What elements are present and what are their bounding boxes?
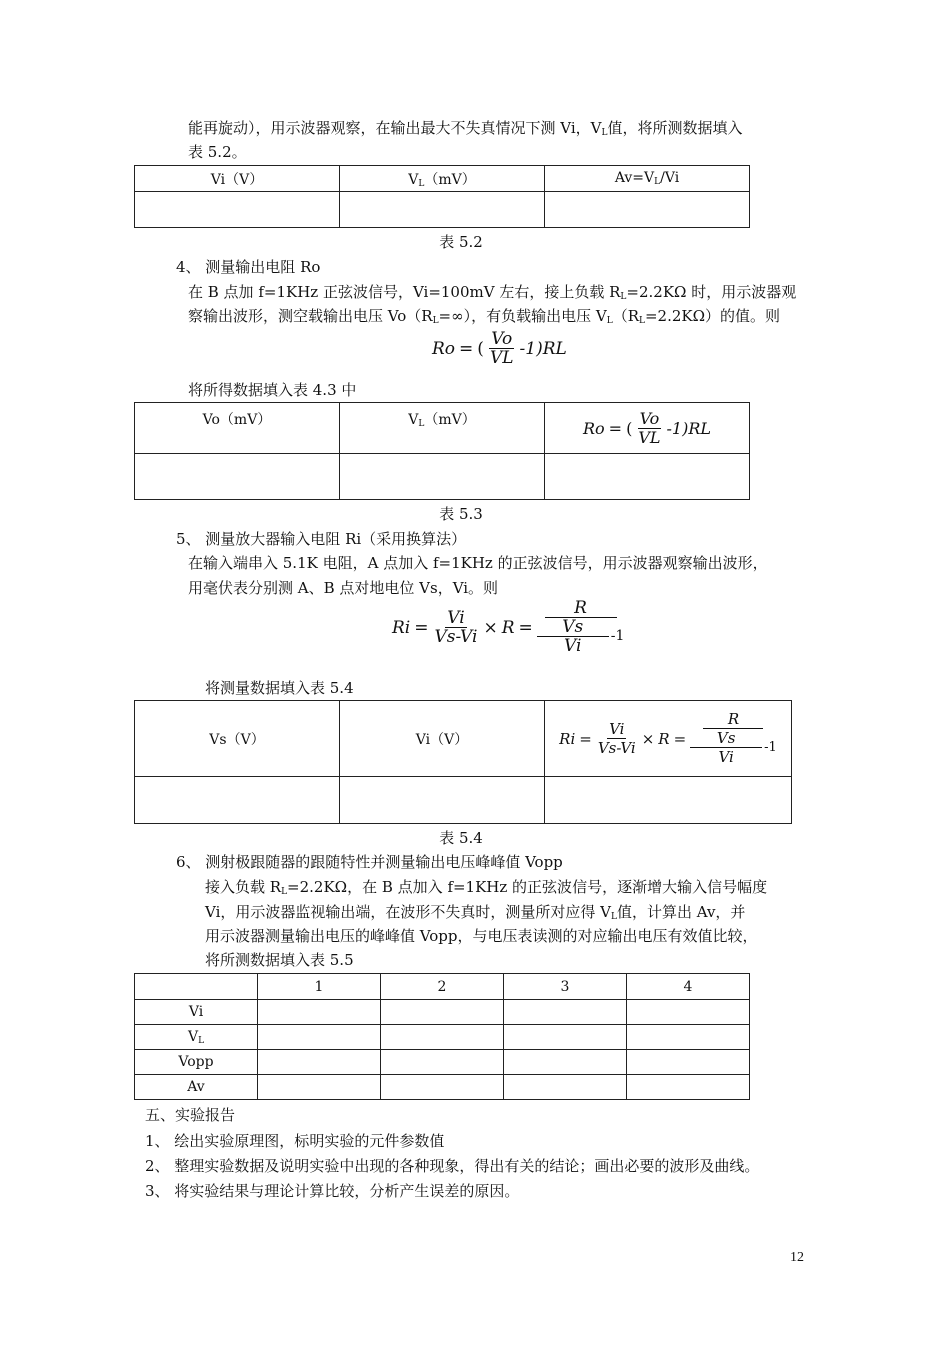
header-vl-unit: （mV） (424, 171, 476, 188)
header-col-2: 2 (381, 974, 504, 1000)
header-ro-formula (545, 403, 750, 454)
table-cell[interactable] (545, 454, 750, 500)
fraction-denominator: VL (489, 348, 514, 368)
table-header-row (135, 974, 750, 1000)
subscript-l: L (281, 887, 288, 897)
header-vo: Vo（mV） (135, 403, 340, 454)
fraction-numerator: R (703, 711, 763, 729)
table-cell[interactable] (340, 192, 545, 228)
section-5-fill-note: 将测量数据填入表 5.4 (205, 679, 354, 697)
table-cell[interactable] (381, 1025, 504, 1050)
table-cell[interactable] (627, 1000, 750, 1025)
formula-equals: = (414, 617, 429, 638)
fraction-denominator (690, 729, 777, 766)
table-row (135, 1000, 750, 1025)
subscript-l: L (432, 316, 439, 326)
fraction-denominator: Vs-Vi (434, 627, 478, 647)
subscript-l: L (620, 292, 627, 302)
intro-line-1-tail: 值，将所测数据填入 (607, 119, 743, 137)
ri-formula (392, 600, 624, 655)
section-4-para-1 (188, 282, 796, 307)
section-5-para-2: 用毫伏表分别测 A、B 点对地电位 Vs，Vi。则 (188, 579, 499, 597)
table-row (135, 454, 750, 500)
table-cell[interactable] (545, 777, 792, 824)
intro-line-1 (188, 118, 742, 143)
row-label-vl-text: V (187, 1028, 199, 1045)
subscript-l: L (639, 316, 645, 326)
subscript-l: L (606, 316, 613, 326)
section-6-para-2-text: Vi，用示波器监视输出端，在波形不失真时，测量所对应得 V (205, 903, 611, 921)
row-label-vl (135, 1025, 258, 1050)
table-row (135, 777, 792, 824)
table-cell[interactable] (627, 1050, 750, 1075)
fraction-denominator: Vi (564, 636, 582, 656)
report-item-3: 3、 将实验结果与理论计算比较，分析产生误差的原因。 (145, 1182, 520, 1200)
intro-line-1-text: 能再旋动），用示波器观察，在输出最大不失真情况下测 Vi，V (188, 119, 602, 137)
subscript-l: L (610, 912, 617, 922)
formula-lhs: Ro (582, 418, 605, 438)
section-4-fill-note: 将所得数据填入表 4.3 中 (188, 381, 357, 399)
table-cell[interactable] (545, 192, 750, 228)
report-item-1: 1、 绘出实验原理图，标明实验的元件参数值 (145, 1132, 445, 1150)
row-label-vi: Vi (135, 1000, 258, 1025)
subscript-l: L (601, 128, 608, 138)
section-6-para-1-tail: =2.2KΩ，在 B 点加入 f=1KHz 的正弦波信号，逐渐增大输入信号幅度 (287, 878, 768, 896)
formula-fraction (596, 720, 638, 757)
formula-r: R (501, 617, 515, 638)
formula-paren: ( (626, 418, 633, 438)
table-cell[interactable] (381, 1075, 504, 1100)
header-vl (340, 166, 545, 192)
header-av-text: Av=V (614, 170, 655, 186)
subscript-l: L (418, 178, 425, 189)
header-vl-text: V (408, 171, 419, 188)
header-vl-unit: （mV） (424, 412, 476, 428)
formula-fraction (636, 410, 662, 447)
fraction-denominator: Vs-Vi (597, 739, 636, 757)
header-vi: Vi（V） (340, 701, 545, 777)
table-cell[interactable] (504, 1075, 627, 1100)
table-cell[interactable] (627, 1025, 750, 1050)
table-cell[interactable] (135, 777, 340, 824)
table-cell[interactable] (381, 1050, 504, 1075)
section-5-para-1: 在输入端串入 5.1K 电阻，A 点加入 f=1KHz 的正弦波信号，用示波器观察输出波形， (188, 554, 768, 572)
fraction-numerator: Vs (690, 729, 762, 748)
header-col-4: 4 (627, 974, 750, 1000)
table-row (135, 1050, 750, 1075)
header-col-3: 3 (504, 974, 627, 1000)
formula-fraction (488, 330, 516, 367)
section-4-para-2-r: （R (612, 307, 639, 325)
row-label-vopp: Vopp (135, 1050, 258, 1075)
section-6-para-1 (205, 877, 767, 902)
formula-minus-one: -1 (764, 740, 777, 755)
fraction-denominator: VL (638, 427, 661, 447)
section-4-para-2-mid: =∞），有负载输出电压 V (438, 307, 607, 325)
header-vi: Vi（V） (135, 166, 340, 192)
formula-equals: = (459, 338, 474, 359)
row-label-av: Av (135, 1075, 258, 1100)
table-header-row (135, 403, 750, 454)
table-header-row (135, 166, 750, 192)
table-cell[interactable] (504, 1025, 627, 1050)
report-item-2: 2、 整理实验数据及说明实验中出现的各种现象，得出有关的结论；画出必要的波形及曲线。 (145, 1157, 760, 1175)
table-row (135, 192, 750, 228)
table-cell[interactable] (504, 1000, 627, 1025)
table-cell[interactable] (381, 1000, 504, 1025)
formula-lhs: Ri (559, 729, 576, 748)
subscript-l: L (418, 419, 425, 429)
table-cell[interactable] (340, 454, 545, 500)
formula-tail: -1)RL (666, 418, 712, 438)
intro-line-2: 表 5.2。 (188, 143, 247, 161)
formula-compound-fraction (690, 711, 777, 766)
formula-equals: = (579, 729, 592, 748)
table-cell[interactable] (627, 1075, 750, 1100)
header-vs: Vs（V） (135, 701, 340, 777)
table-cell[interactable] (504, 1050, 627, 1075)
table-5-2-caption: 表 5.2 (439, 233, 483, 251)
formula-equals: = (608, 418, 623, 438)
fraction-numerator: Vo (491, 329, 513, 349)
section-4-para-1-text: 在 B 点加 f=1KHz 正弦波信号，Vi=100mV 左右，接上负载 R (188, 283, 621, 301)
header-vl-text: V (408, 412, 419, 428)
table-row (135, 1025, 750, 1050)
formula-equals: = (673, 729, 687, 748)
ro-formula (432, 330, 567, 367)
formula-lhs: Ri (392, 617, 411, 638)
section-4-para-2 (188, 306, 780, 331)
subscript-l: L (198, 1035, 205, 1046)
fraction-numerator: Vo (639, 408, 660, 428)
table-5-4-caption: 表 5.4 (439, 829, 483, 847)
inner-fraction (537, 618, 609, 655)
fraction-numerator: Vi (609, 720, 625, 738)
section-5-title: 5、 测量放大器输入电阻 Ri（采用换算法） (176, 530, 467, 548)
formula-fraction (433, 609, 480, 646)
table-cell[interactable] (258, 1050, 381, 1075)
formula-times: × (483, 617, 498, 638)
report-title: 五、实验报告 (145, 1106, 236, 1124)
table-cell[interactable] (258, 1075, 381, 1100)
table-cell[interactable] (135, 192, 340, 228)
section-6-title: 6、 测射极跟随器的跟随特性并测量输出电压峰峰值 Vopp (176, 853, 563, 871)
section-6-para-4: 将所测数据填入表 5.5 (205, 951, 354, 969)
section-6-para-3: 用示波器测量输出电压的峰峰值 Vopp，与电压表读测的对应输出电压有效值比较， (205, 927, 758, 945)
formula-times: × (641, 729, 655, 748)
formula-equals: = (518, 617, 533, 638)
formula-lhs: Ro (432, 338, 456, 359)
section-4-para-1-tail: =2.2KΩ 时，用示波器观 (626, 283, 797, 301)
section-4-para-2-tail: =2.2KΩ）的值。则 (644, 307, 781, 325)
table-cell[interactable] (135, 454, 340, 500)
formula-minus-one: -1 (610, 628, 625, 644)
header-av-tail: /Vi (660, 170, 680, 186)
formula-paren: ( (477, 338, 484, 359)
header-vl (340, 403, 545, 454)
header-corner (135, 974, 258, 1000)
subscript-l: L (654, 177, 661, 187)
table-5-2 (134, 165, 750, 228)
header-col-1: 1 (258, 974, 381, 1000)
formula-r: R (658, 729, 670, 748)
fraction-numerator: Vs (537, 618, 609, 637)
formula-compound-fraction (537, 600, 625, 655)
table-cell[interactable] (258, 1025, 381, 1050)
fraction-numerator: R (545, 600, 617, 618)
inner-fraction (690, 729, 762, 766)
table-5-5 (134, 973, 750, 1100)
header-ri-formula (545, 701, 792, 777)
table-row (135, 1075, 750, 1100)
page-number: 12 (790, 1250, 804, 1265)
header-av (545, 166, 750, 192)
fraction-numerator: Vi (447, 608, 465, 628)
section-4-para-2-text: 察输出波形，测空载输出电压 Vo（R (188, 307, 433, 325)
section-6-para-2 (205, 902, 745, 927)
section-6-para-2-tail: 值，计算出 Av，并 (616, 903, 746, 921)
table-5-3-caption: 表 5.3 (439, 505, 483, 523)
table-header-row (135, 701, 792, 777)
table-cell[interactable] (258, 1000, 381, 1025)
section-4-title: 4、 测量输出电阻 Ro (176, 258, 321, 276)
formula-tail: -1)RL (519, 338, 567, 359)
table-5-4 (134, 700, 792, 824)
fraction-denominator (537, 618, 625, 655)
fraction-denominator: Vi (718, 748, 734, 766)
table-cell[interactable] (340, 777, 545, 824)
table-5-3 (134, 402, 750, 500)
section-6-para-1-text: 接入负载 R (205, 878, 282, 896)
